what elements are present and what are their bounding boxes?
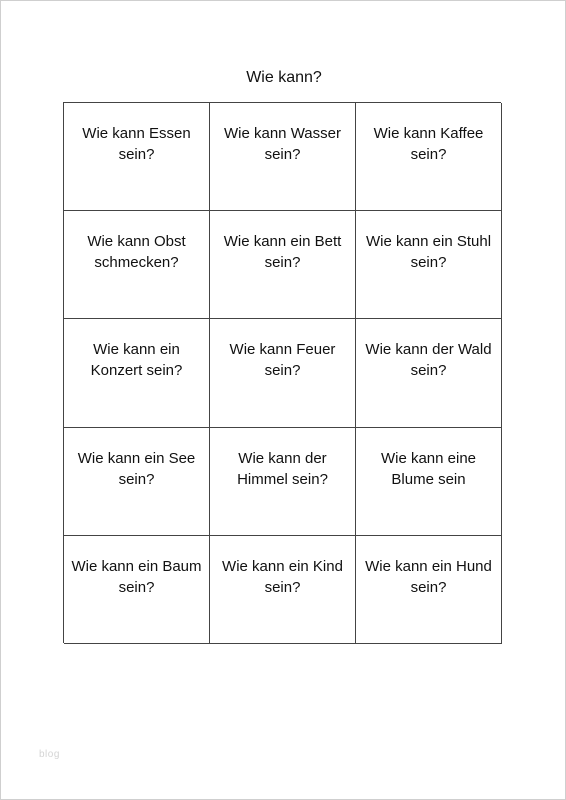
- question-card-text: Wie kann Feuer sein?: [229, 341, 336, 380]
- question-card-text: Wie kann ein Hund sein?: [365, 557, 492, 596]
- question-card: [210, 536, 356, 644]
- question-card-grid: [63, 102, 501, 643]
- question-card-text: Wie kann ein Stuhl sein?: [365, 233, 492, 272]
- watermark-text: blog: [39, 749, 60, 760]
- question-card-text: Wie kann Essen sein?: [82, 125, 191, 163]
- question-card: [64, 428, 210, 536]
- question-card-text: Wie kann ein Konzert sein?: [90, 341, 183, 380]
- question-card-text: Wie kann ein Kind sein?: [222, 557, 343, 596]
- question-card: [210, 211, 356, 319]
- question-card: [210, 103, 356, 211]
- question-card: [64, 536, 210, 644]
- question-card-text: Wie kann eine Blume sein: [380, 449, 477, 488]
- question-card: [64, 211, 210, 319]
- question-card: [356, 319, 502, 427]
- question-card: [64, 103, 210, 211]
- question-card: [64, 319, 210, 427]
- question-card-text: Wie kann der Wald sein?: [365, 341, 492, 380]
- question-card-text: Wie kann ein Baum sein?: [71, 557, 202, 596]
- question-card-text: Wie kann Kaffee sein?: [373, 125, 484, 163]
- question-card-text: Wie kann ein Bett sein?: [223, 233, 342, 272]
- question-card-text: Wie kann ein See sein?: [77, 449, 196, 488]
- question-card: [356, 428, 502, 536]
- question-card-text: Wie kann der Himmel sein?: [237, 449, 328, 488]
- question-card: [356, 103, 502, 211]
- question-card: [210, 428, 356, 536]
- question-card-text: Wie kann Obst schmecken?: [87, 233, 186, 272]
- question-card-text: Wie kann Wasser sein?: [224, 125, 341, 163]
- question-card: [210, 319, 356, 427]
- page-title: Wie kann?: [246, 69, 322, 86]
- question-card: [356, 211, 502, 319]
- question-card: [356, 536, 502, 644]
